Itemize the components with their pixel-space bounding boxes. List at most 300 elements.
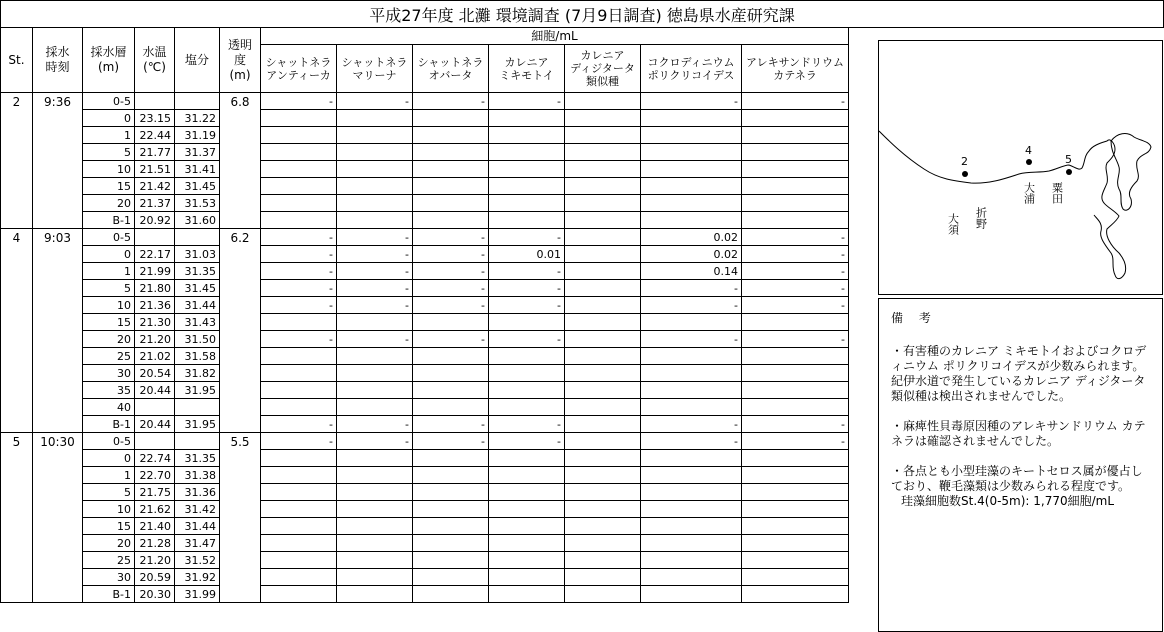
header-species: シャットネラ オバータ (413, 45, 489, 93)
cell-count (261, 450, 337, 467)
cell-count (742, 161, 849, 178)
cell-count (489, 127, 565, 144)
table-row (1, 552, 849, 569)
coastline-line (879, 131, 1126, 279)
cell-count: - (413, 433, 489, 450)
cell-count: - (261, 246, 337, 263)
cell-count (337, 569, 413, 586)
depth-cell: 0-5 (83, 93, 135, 110)
cell-count (261, 161, 337, 178)
place-name-oura: 大浦 (1022, 182, 1036, 204)
cell-count (565, 382, 641, 399)
cell-count (413, 161, 489, 178)
cell-count (565, 484, 641, 501)
temp-cell: 20.30 (135, 586, 175, 603)
cell-count: 0.14 (641, 263, 742, 280)
salinity-cell: 31.58 (175, 348, 220, 365)
depth-cell: 20 (83, 195, 135, 212)
cell-count (413, 450, 489, 467)
station-4-marker (1026, 159, 1032, 165)
cell-count (489, 212, 565, 229)
temp-cell (135, 229, 175, 246)
table-row (1, 416, 849, 433)
table-row (1, 586, 849, 603)
cell-count: - (261, 297, 337, 314)
sample-time: 9:03 (33, 229, 83, 433)
temp-cell: 21.02 (135, 348, 175, 365)
cell-count: - (742, 93, 849, 110)
transparency-cell: 6.2 (220, 229, 261, 433)
cell-count (565, 178, 641, 195)
cell-count (742, 212, 849, 229)
station-id: 5 (1, 433, 33, 603)
cell-count (641, 314, 742, 331)
temp-cell: 21.28 (135, 535, 175, 552)
cell-count: - (742, 263, 849, 280)
cell-count: - (489, 263, 565, 280)
cell-count (742, 467, 849, 484)
depth-cell: 1 (83, 467, 135, 484)
table-row (1, 382, 849, 399)
survey-table-body (1, 93, 849, 603)
cell-count (742, 110, 849, 127)
cell-count (261, 348, 337, 365)
header-st: St. (1, 28, 33, 93)
station-5-marker (1066, 169, 1072, 175)
cell-count: - (413, 263, 489, 280)
cell-count (413, 552, 489, 569)
depth-cell: 1 (83, 263, 135, 280)
cell-count (565, 399, 641, 416)
temp-cell: 21.80 (135, 280, 175, 297)
cell-count (337, 399, 413, 416)
table-row (1, 212, 849, 229)
cell-count (337, 501, 413, 518)
salinity-cell: 31.36 (175, 484, 220, 501)
salinity-cell: 31.19 (175, 127, 220, 144)
cell-count: - (641, 297, 742, 314)
table-row (1, 161, 849, 178)
temp-cell: 21.62 (135, 501, 175, 518)
cell-count: - (413, 416, 489, 433)
place-name-osu: 大須 (946, 213, 960, 235)
cell-count (742, 450, 849, 467)
cell-count (337, 450, 413, 467)
temp-cell: 21.30 (135, 314, 175, 331)
cell-count: - (641, 433, 742, 450)
remark-footnote: 珪藻細胞数St.4(0-5m): 1,770細胞/mL (901, 494, 1115, 508)
cell-count: - (337, 433, 413, 450)
cell-count (337, 467, 413, 484)
cell-count (489, 144, 565, 161)
cell-count (641, 518, 742, 535)
cell-count (641, 178, 742, 195)
salinity-cell: 31.52 (175, 552, 220, 569)
cell-count (641, 382, 742, 399)
cell-count: - (742, 246, 849, 263)
cell-count (742, 178, 849, 195)
cell-count (489, 569, 565, 586)
sample-time: 10:30 (33, 433, 83, 603)
cell-count: - (337, 246, 413, 263)
cell-count (413, 569, 489, 586)
temp-cell: 20.59 (135, 569, 175, 586)
cell-count: - (641, 331, 742, 348)
cell-count (641, 110, 742, 127)
header-species: シャットネラ アンティーカ (261, 45, 337, 93)
salinity-cell: 31.95 (175, 416, 220, 433)
cell-count: - (413, 229, 489, 246)
table-row (1, 348, 849, 365)
cell-count (413, 110, 489, 127)
cell-count (413, 399, 489, 416)
salinity-cell: 31.45 (175, 178, 220, 195)
cell-count (261, 484, 337, 501)
temp-cell: 21.42 (135, 178, 175, 195)
cell-count (742, 484, 849, 501)
depth-cell: 30 (83, 569, 135, 586)
cell-count (565, 552, 641, 569)
cell-count: - (413, 93, 489, 110)
transparency-cell: 5.5 (220, 433, 261, 603)
table-row (1, 144, 849, 161)
temp-cell (135, 93, 175, 110)
cell-count (565, 212, 641, 229)
transparency-cell: 6.8 (220, 93, 261, 229)
cell-count: 0.01 (489, 246, 565, 263)
cell-count (565, 535, 641, 552)
cell-count (489, 586, 565, 603)
cell-count (261, 399, 337, 416)
cell-count (742, 144, 849, 161)
salinity-cell: 31.42 (175, 501, 220, 518)
cell-count (261, 178, 337, 195)
cell-count (489, 195, 565, 212)
cell-count (261, 144, 337, 161)
cell-count (641, 144, 742, 161)
cell-count (641, 467, 742, 484)
cell-count (337, 535, 413, 552)
cell-count: - (489, 297, 565, 314)
cell-count: - (489, 433, 565, 450)
table-row (1, 433, 849, 450)
depth-cell: 10 (83, 501, 135, 518)
coastline-map (879, 41, 1162, 294)
cell-count (413, 348, 489, 365)
cell-count (489, 382, 565, 399)
cell-count (742, 535, 849, 552)
cell-count (489, 161, 565, 178)
temp-cell: 21.20 (135, 552, 175, 569)
cell-count (261, 195, 337, 212)
cell-count (565, 501, 641, 518)
header-depth: 採水層 (m) (83, 28, 135, 93)
cell-count: - (641, 280, 742, 297)
cell-count (565, 586, 641, 603)
cell-count: - (742, 280, 849, 297)
cell-count: - (742, 433, 849, 450)
cell-count (489, 467, 565, 484)
cell-count (337, 110, 413, 127)
cell-count: - (337, 331, 413, 348)
header-temp: 水温 (℃) (135, 28, 175, 93)
salinity-cell (175, 229, 220, 246)
cell-count (641, 586, 742, 603)
remark-item: ・有害種のカレニア ミキモトイおよびコクロディニウム ポリクリコイデスが少数みられます。紀伊水道で発生しているカレニア ディジタータ類似種は検出されませんでした。 (891, 344, 1147, 403)
temp-cell: 20.54 (135, 365, 175, 382)
cell-count (742, 399, 849, 416)
cell-count (565, 195, 641, 212)
station-id: 4 (1, 229, 33, 433)
depth-cell: 0 (83, 110, 135, 127)
cell-count (413, 586, 489, 603)
table-row (1, 229, 849, 246)
cell-count (413, 195, 489, 212)
cell-count: - (641, 93, 742, 110)
salinity-cell: 31.99 (175, 586, 220, 603)
depth-cell: 20 (83, 535, 135, 552)
cell-count: - (261, 416, 337, 433)
salinity-cell: 31.37 (175, 144, 220, 161)
cell-count (413, 382, 489, 399)
cell-count (641, 195, 742, 212)
cell-count (565, 280, 641, 297)
depth-cell: 5 (83, 280, 135, 297)
salinity-cell: 31.60 (175, 212, 220, 229)
temp-cell: 21.37 (135, 195, 175, 212)
temp-cell: 21.20 (135, 331, 175, 348)
temp-cell (135, 399, 175, 416)
cell-count (413, 178, 489, 195)
cell-count (413, 314, 489, 331)
cell-count (261, 501, 337, 518)
cell-count (489, 450, 565, 467)
cell-count (261, 552, 337, 569)
cell-count (565, 569, 641, 586)
station-2-marker (962, 171, 968, 177)
depth-cell: 1 (83, 127, 135, 144)
temp-cell: 22.44 (135, 127, 175, 144)
table-row (1, 501, 849, 518)
cell-count (742, 586, 849, 603)
cell-count: - (742, 416, 849, 433)
cell-count (337, 348, 413, 365)
depth-cell: 0-5 (83, 433, 135, 450)
temp-cell: 22.70 (135, 467, 175, 484)
temp-cell: 21.77 (135, 144, 175, 161)
temp-cell: 20.44 (135, 382, 175, 399)
survey-table (0, 27, 849, 603)
depth-cell: 30 (83, 365, 135, 382)
place-name-orino: 折野 (974, 207, 988, 229)
remark-item: ・麻痺性貝毒原因種のアレキサンドリウム カテネラは確認されませんでした。 (891, 419, 1146, 448)
cell-count (641, 501, 742, 518)
cell-count: - (489, 229, 565, 246)
cell-count (413, 467, 489, 484)
temp-cell: 21.99 (135, 263, 175, 280)
table-row (1, 467, 849, 484)
cell-count (742, 569, 849, 586)
temp-cell: 21.75 (135, 484, 175, 501)
salinity-cell: 31.38 (175, 467, 220, 484)
depth-cell: 20 (83, 331, 135, 348)
cell-count (337, 178, 413, 195)
table-row (1, 280, 849, 297)
cell-count (337, 314, 413, 331)
cell-count (565, 110, 641, 127)
table-row (1, 297, 849, 314)
cell-count (413, 484, 489, 501)
temp-cell (135, 433, 175, 450)
place-name-awata: 粟田 (1050, 182, 1064, 204)
table-row (1, 399, 849, 416)
cell-count (489, 552, 565, 569)
cell-count: - (337, 263, 413, 280)
temp-cell: 21.40 (135, 518, 175, 535)
cell-count (337, 212, 413, 229)
cell-count (489, 484, 565, 501)
cell-count: - (489, 93, 565, 110)
cell-count: - (261, 433, 337, 450)
table-row (1, 331, 849, 348)
table-row (1, 127, 849, 144)
cell-count (261, 586, 337, 603)
cell-count (261, 212, 337, 229)
depth-cell: 0 (83, 450, 135, 467)
station-5-label: 5 (1065, 153, 1072, 166)
cell-count (489, 518, 565, 535)
header-species: アレキサンドリウム カテネラ (742, 45, 849, 93)
cell-count: - (413, 280, 489, 297)
cell-count (489, 348, 565, 365)
temp-cell: 21.51 (135, 161, 175, 178)
salinity-cell (175, 433, 220, 450)
remark-item: ・各点とも小型珪藻のキートセロス属が優占しており、鞭毛藻類は少数みられる程度です。 (891, 464, 1143, 493)
station-map (878, 40, 1163, 295)
cell-count (565, 297, 641, 314)
table-row (1, 365, 849, 382)
temp-cell: 21.36 (135, 297, 175, 314)
temp-cell: 20.92 (135, 212, 175, 229)
cell-count: - (337, 280, 413, 297)
cell-count: - (742, 331, 849, 348)
header-species: カレニア ディジタータ 類似種 (565, 45, 641, 93)
cell-count (742, 365, 849, 382)
depth-cell: B-1 (83, 416, 135, 433)
salinity-cell: 31.92 (175, 569, 220, 586)
cell-count (489, 501, 565, 518)
cell-count (641, 552, 742, 569)
table-row (1, 569, 849, 586)
coastline-island (1111, 134, 1151, 211)
temp-cell: 23.15 (135, 110, 175, 127)
cell-count (565, 518, 641, 535)
cell-count (337, 161, 413, 178)
cell-count (565, 331, 641, 348)
cell-count: - (337, 297, 413, 314)
cell-count (742, 127, 849, 144)
cell-count (641, 348, 742, 365)
cell-count (742, 348, 849, 365)
station-id: 2 (1, 93, 33, 229)
header-transparency: 透明度 (m) (220, 28, 261, 93)
cell-count: - (261, 263, 337, 280)
temp-cell: 22.74 (135, 450, 175, 467)
cell-count (565, 416, 641, 433)
table-row (1, 535, 849, 552)
cell-count: - (489, 416, 565, 433)
depth-cell: 25 (83, 348, 135, 365)
salinity-cell: 31.82 (175, 365, 220, 382)
cell-count: - (413, 297, 489, 314)
salinity-cell: 31.44 (175, 297, 220, 314)
salinity-cell: 31.03 (175, 246, 220, 263)
cell-count (413, 127, 489, 144)
cell-count (742, 501, 849, 518)
cell-count (337, 382, 413, 399)
cell-count: - (261, 331, 337, 348)
cell-count (565, 263, 641, 280)
cell-count (413, 212, 489, 229)
header-salinity: 塩分 (175, 28, 220, 93)
cell-count (261, 382, 337, 399)
cell-count (413, 535, 489, 552)
cell-count (565, 348, 641, 365)
cell-count (641, 450, 742, 467)
cell-count (565, 467, 641, 484)
cell-count (641, 212, 742, 229)
table-row (1, 178, 849, 195)
depth-cell: 40 (83, 399, 135, 416)
cell-count: - (489, 280, 565, 297)
cell-count (742, 518, 849, 535)
cell-count (337, 586, 413, 603)
cell-count (489, 535, 565, 552)
salinity-cell: 31.22 (175, 110, 220, 127)
cell-count: - (742, 229, 849, 246)
cell-count (413, 501, 489, 518)
cell-count (565, 127, 641, 144)
remarks-title: 備 考 (891, 311, 937, 325)
salinity-cell (175, 93, 220, 110)
cell-count (565, 365, 641, 382)
cell-count: - (261, 229, 337, 246)
cell-count (261, 127, 337, 144)
cell-count (261, 314, 337, 331)
header-species: カレニア ミキモトイ (489, 45, 565, 93)
cell-count (413, 518, 489, 535)
cell-count: - (261, 93, 337, 110)
cell-count (337, 484, 413, 501)
depth-cell: 5 (83, 484, 135, 501)
table-row (1, 450, 849, 467)
cell-count (641, 161, 742, 178)
header-species: シャットネラ マリーナ (337, 45, 413, 93)
header-time: 採水 時刻 (33, 28, 83, 93)
table-row (1, 110, 849, 127)
salinity-cell: 31.50 (175, 331, 220, 348)
sheet-title: 平成27年度 北灘 環境調査 (7月9日調査) 徳島県水産研究課 (0, 0, 1164, 28)
cell-count: - (337, 229, 413, 246)
depth-cell: 10 (83, 297, 135, 314)
depth-cell: 0-5 (83, 229, 135, 246)
cell-count (261, 110, 337, 127)
cell-count (742, 552, 849, 569)
cell-count (489, 365, 565, 382)
cell-count (489, 314, 565, 331)
cell-count (261, 535, 337, 552)
cell-count (261, 569, 337, 586)
